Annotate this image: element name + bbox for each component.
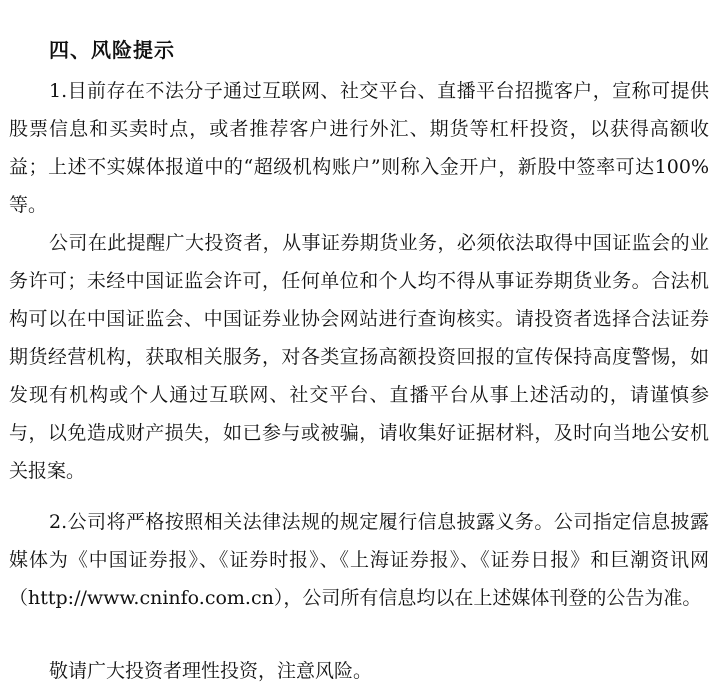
section-heading: 四、风险提示	[49, 38, 175, 62]
paragraph-2-investor-reminder: 公司在此提醒广大投资者，从事证券期货业务，必须依法取得中国证监会的业务许可；未经中国证监会许可，任何单位和个人均不得从事证券期货业务。合法机构可以在中国证监会、中国证券业协会网站进行查询核实。请投资者选择合法证券期货经营机构，获取相关服务，对各类宣扬高额投资回报的宣传保持高度警惕，如发现有机构或个人通过互联网、社交平台、直播平台从事上述活动的，请谨慎参与，以免造成财产损失，如已参与或被骗，请收集好证据材料，及时向当地公安机关报案。	[9, 232, 709, 482]
paragraph-4-risk-notice: 敬请广大投资者理性投资，注意风险。	[49, 660, 373, 682]
paragraph-3-disclosure-media: 2.公司将严格按照相关法律法规的规定履行信息披露义务。公司指定信息披露媒体为《中国证券报》、《证券时报》、《上海证券报》、《证券日报》和巨潮资讯网（http://www.cninfo.com.cn），公司所有信息均以在上述媒体刊登的公告为准。	[9, 511, 709, 609]
paragraph-1-scam-warning: 1.目前存在不法分子通过互联网、社交平台、直播平台招揽客户，宣称可提供股票信息和买卖时点，或者推荐客户进行外汇、期货等杠杆投资，以获得高额收益；上述不实媒体报道中的“超级机构账户”则称入金开户，新股中签率可达100%等。	[9, 80, 709, 216]
